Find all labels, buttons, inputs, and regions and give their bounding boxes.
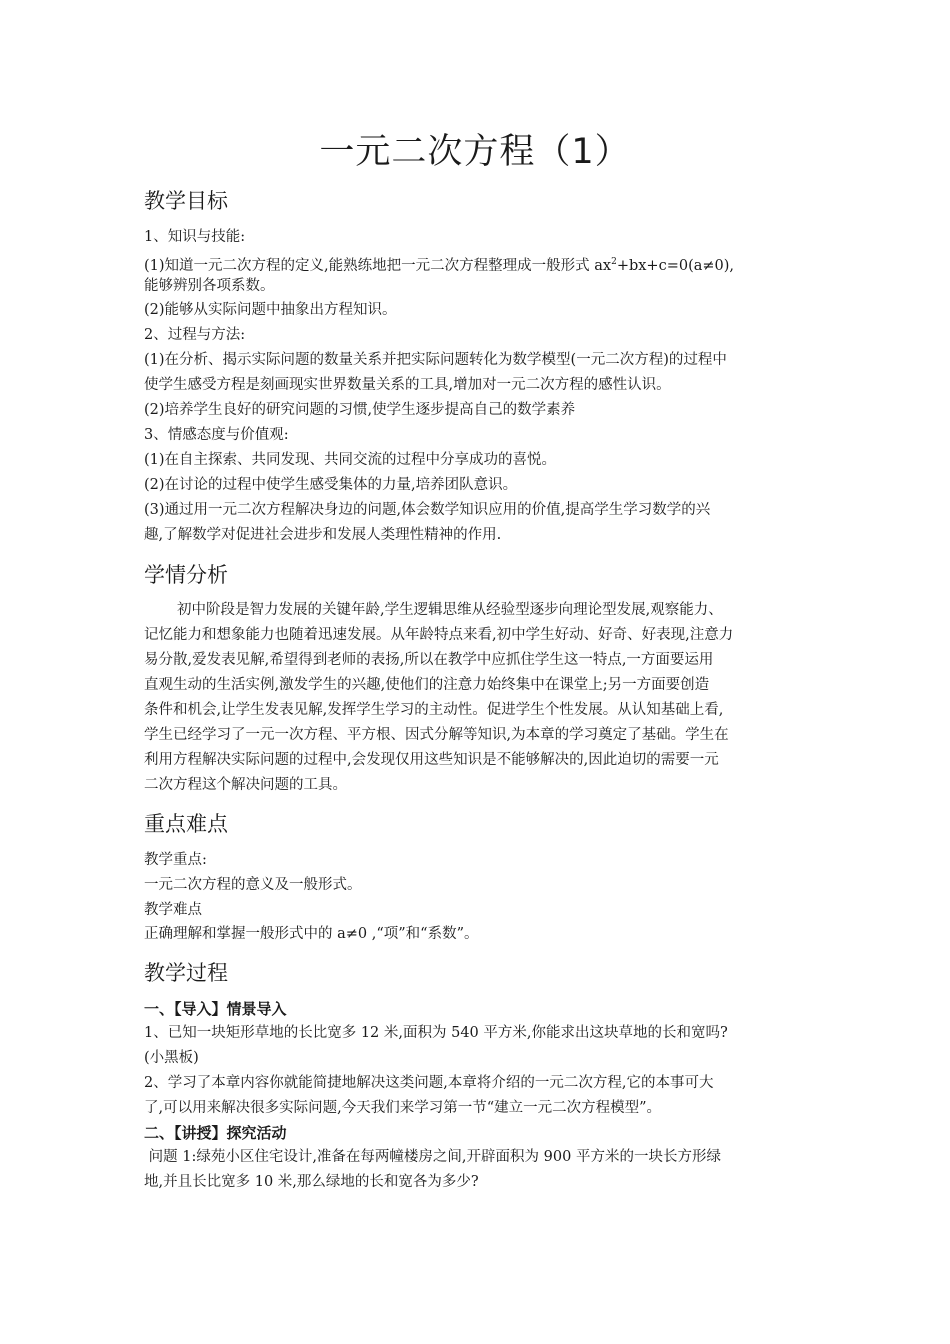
paragraph-line: 了,可以用来解决很多实际问题,今天我们来学习第一节“建立一元二次方程模型”。 xyxy=(144,1100,662,1116)
paragraph-line: 一元二次方程的意义及一般形式。 xyxy=(144,877,362,893)
section-heading-key-points: 重点难点 xyxy=(144,812,228,836)
section-heading-analysis: 学情分析 xyxy=(144,563,228,587)
paragraph-line: 条件和机会,让学生发表见解,发挥学生学习的主动性。促进学生个性发展。从认知基础上看, xyxy=(144,702,724,718)
paragraph-line: (1)在分析、揭示实际问题的数量关系并把实际问题转化为数学模型(一元二次方程)的过程中 xyxy=(144,352,727,368)
paragraph-line: 教学重点: xyxy=(144,852,207,868)
paragraph-line: 利用方程解决实际问题的过程中,会发现仅用这些知识是不能够解决的,因此迫切的需要一元 xyxy=(144,752,719,768)
paragraph-line: (3)通过用一元二次方程解决身边的问题,体会数学知识应用的价值,提高学生学习数学的兴 xyxy=(144,502,711,518)
subheading-introduction: 一、【导入】情景导入 xyxy=(144,1000,287,1018)
section-heading-process: 教学过程 xyxy=(144,961,228,985)
paragraph-line: 二次方程这个解决问题的工具。 xyxy=(144,777,347,793)
paragraph-line: 趣,了解数学对促进社会进步和发展人类理性精神的作用. xyxy=(144,527,502,543)
paragraph-line: (小黑板) xyxy=(144,1050,199,1066)
document-title: 一元二次方程（1） xyxy=(319,132,631,172)
paragraph-line: (2)培养学生良好的研究问题的习惯,使学生逐步提高自己的数学素养 xyxy=(144,402,576,418)
paragraph-line: 初中阶段是智力发展的关键年龄,学生逻辑思维从经验型逐步向理论型发展,观察能力、 xyxy=(177,602,723,618)
paragraph-line: 直观生动的生活实例,激发学生的兴趣,使他们的注意力始终集中在课堂上;另一方面要创造 xyxy=(144,677,710,693)
paragraph-line: 3、情感态度与价值观: xyxy=(144,427,289,443)
paragraph-line: (1)在自主探索、共同发现、共同交流的过程中分享成功的喜悦。 xyxy=(144,452,557,468)
paragraph-line: 能够辨别各项系数。 xyxy=(144,278,275,294)
paragraph-line: 使学生感受方程是刻画现实世界数量关系的工具,增加对一元二次方程的感性认识。 xyxy=(144,377,671,393)
paragraph-line: 正确理解和掌握一般形式中的 a≠0 ,“项”和“系数”。 xyxy=(144,926,479,942)
paragraph-line: 易分散,爱发表见解,希望得到老师的表扬,所以在教学中应抓住学生这一特点,一方面要运用 xyxy=(144,652,714,668)
paragraph-line: 2、过程与方法: xyxy=(144,327,246,343)
paragraph-line: (1)知道一元二次方程的定义,能熟练地把一元二次方程整理成一般形式 $ax^2+bx+c=0(a\ne 0)$, xyxy=(144,257,735,274)
paragraph-line: 1、已知一块矩形草地的长比宽多 12 米,面积为 540 平方米,你能求出这块草地的长和宽吗? xyxy=(144,1025,728,1041)
paragraph-line: (2)能够从实际问题中抽象出方程知识。 xyxy=(144,302,397,318)
paragraph-line: 2、学习了本章内容你就能简捷地解决这类问题,本章将介绍的一元二次方程,它的本事可大 xyxy=(144,1075,714,1091)
paragraph-line: 学生已经学习了一元一次方程、平方根、因式分解等知识,为本章的学习奠定了基础。学生在 xyxy=(144,727,729,743)
subheading-exploration: 二、【讲授】探究活动 xyxy=(144,1124,287,1142)
paragraph-line: 地,并且长比宽多 10 米,那么绿地的长和宽各为多少? xyxy=(144,1174,479,1190)
paragraph-line: 教学难点 xyxy=(144,902,202,918)
paragraph-line: 问题 1:绿苑小区住宅设计,准备在每两幢楼房之间,开辟面积为 900 平方米的一块长方形绿 xyxy=(144,1149,721,1165)
paragraph-line: (2)在讨论的过程中使学生感受集体的力量,培养团队意识。 xyxy=(144,477,518,493)
section-heading-objectives: 教学目标 xyxy=(144,189,228,213)
paragraph-line: 1、知识与技能: xyxy=(144,229,246,245)
paragraph-line: 记忆能力和想象能力也随着迅速发展。从年龄特点来看,初中学生好动、好奇、好表现,注意力 xyxy=(144,627,734,643)
